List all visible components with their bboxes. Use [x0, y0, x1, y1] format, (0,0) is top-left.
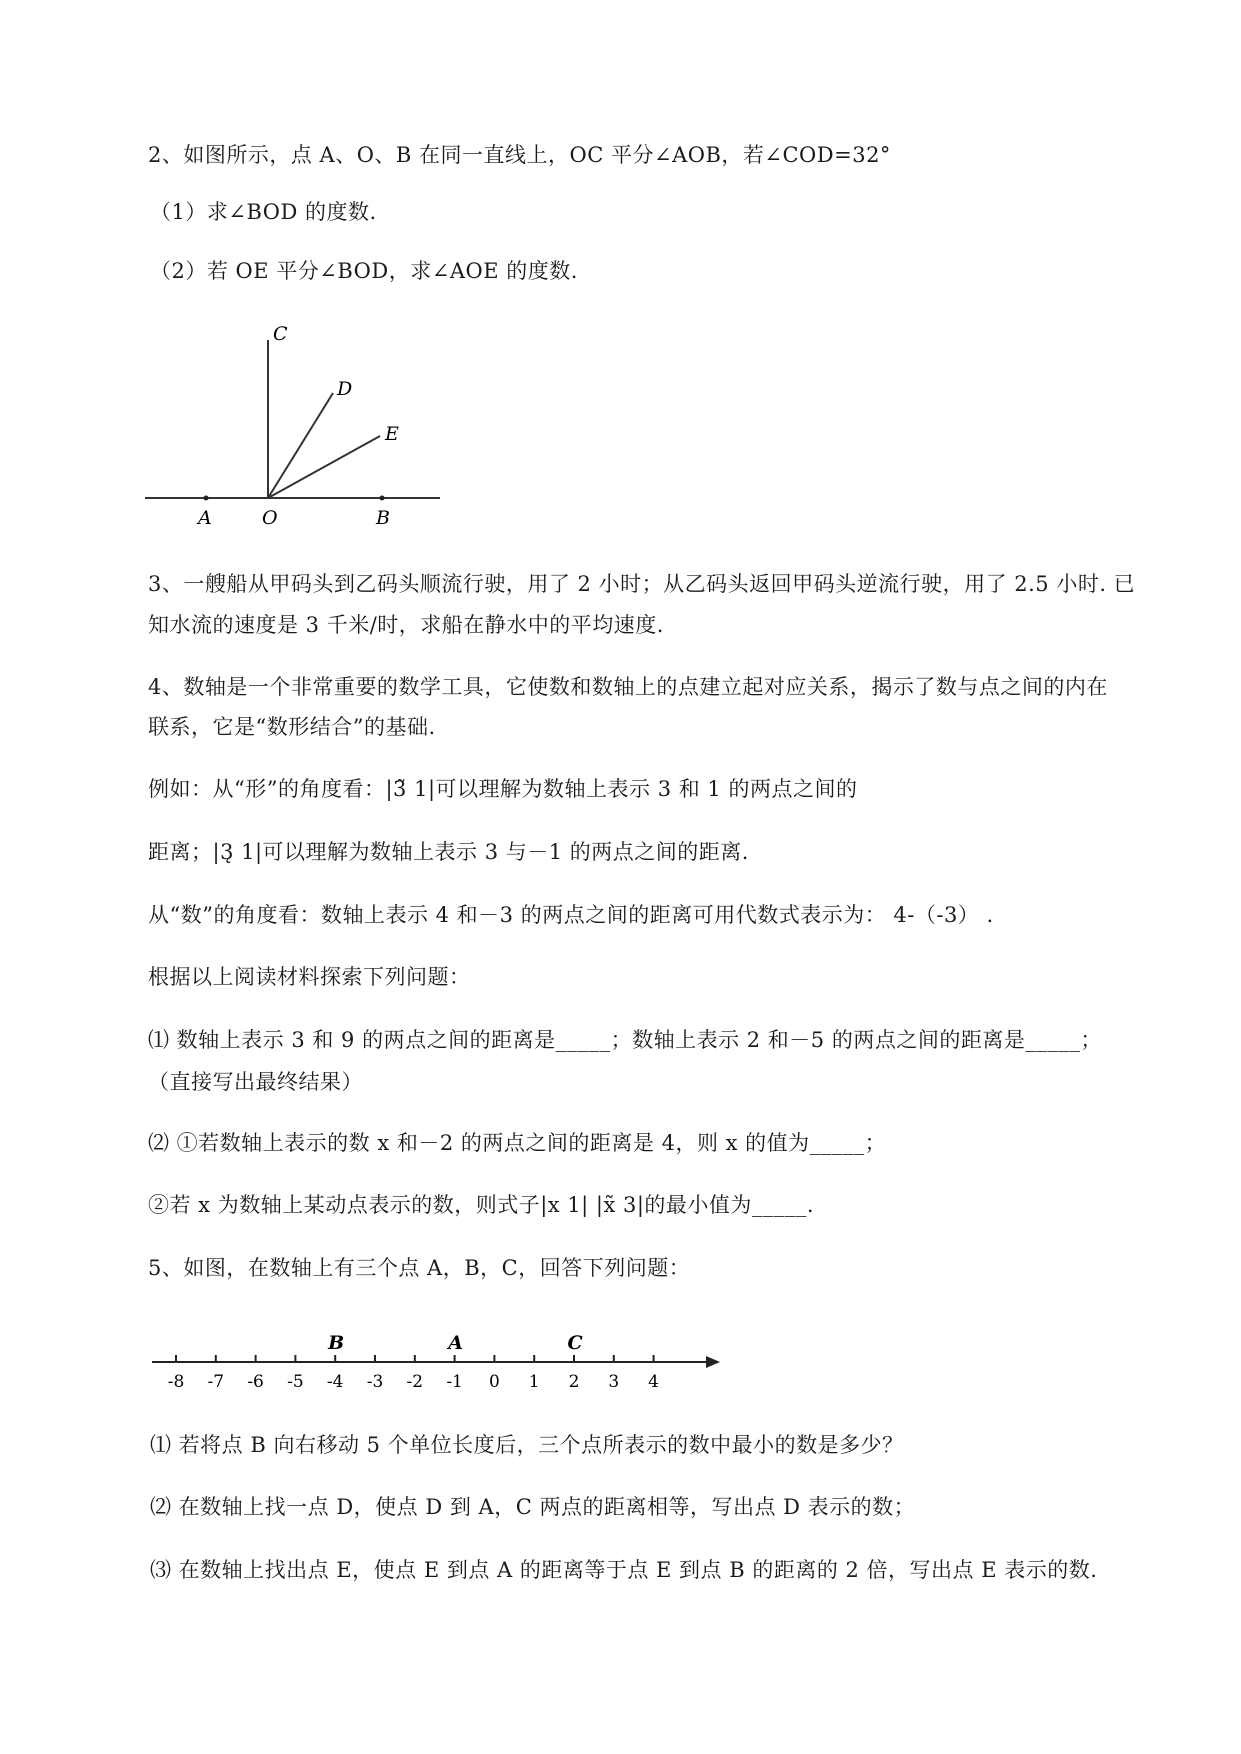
number-line-figure	[140, 1320, 740, 1400]
tick-label: -3	[366, 1372, 384, 1392]
q2-part1: （1）求∠BOD 的度数.	[150, 200, 377, 224]
label-O: O	[262, 507, 278, 529]
q4-line6: 根据以上阅读材料探索下列问题：	[148, 965, 471, 989]
tick-label: -4	[326, 1372, 344, 1392]
q4-line4: 距离；|3̨ 1|可以理解为数轴上表示 3 与－1 的两点之间的距离.	[148, 840, 749, 864]
q4-line3: 例如：从“形”的角度看：|3̃ 1|可以理解为数轴上表示 3 和 1 的两点之间的	[148, 777, 858, 801]
tick-label: 1	[528, 1372, 540, 1392]
tick-label: 0	[488, 1372, 500, 1392]
ray-OE	[268, 436, 380, 498]
q4-line9: ⑵ ①若数轴上表示的数 x 和－2 的两点之间的距离是 4，则 x 的值为_____；	[148, 1131, 887, 1155]
q2-stem: 2、如图所示，点 A、O、B 在同一直线上，OC 平分∠AOB，若∠COD=32°	[148, 143, 891, 167]
q4-line8: （直接写出最终结果）	[148, 1070, 363, 1094]
tick-label: -6	[247, 1372, 264, 1392]
angle-figure	[140, 318, 450, 538]
point-label-C: C	[567, 1332, 583, 1354]
point-A-dot	[204, 496, 209, 501]
tick-label: 3	[608, 1372, 620, 1392]
label-B: B	[376, 507, 390, 529]
q5-stem: 5、如图，在数轴上有三个点 A，B，C，回答下列问题：	[148, 1256, 691, 1280]
label-E: E	[385, 423, 399, 445]
point-B-dot	[380, 496, 385, 501]
q4-line5: 从“数”的角度看：数轴上表示 4 和－3 的两点之间的距离可用代数式表示为： 4-（-3） .	[148, 903, 994, 927]
ray-OD	[268, 393, 333, 498]
number-line-arrow	[706, 1356, 720, 1368]
tick-label: -7	[207, 1372, 225, 1392]
q5-part3: ⑶ 在数轴上找出点 E，使点 E 到点 A 的距离等于点 E 到点 B 的距离的 2 倍，写出点 E 表示的数.	[150, 1558, 1098, 1582]
tick-label: 4	[648, 1372, 660, 1392]
tick-label: -1	[446, 1372, 463, 1392]
tick-label: -8	[167, 1372, 185, 1392]
q3-line1: 3、一艘船从甲码头到乙码头顺流行驶，用了 2 小时；从乙码头返回甲码头逆流行驶，用了 2.5 小时. 已	[148, 572, 1136, 596]
q5-part2: ⑵ 在数轴上找一点 D，使点 D 到 A，C 两点的距离相等，写出点 D 表示的数；	[150, 1495, 916, 1519]
tick-label: 2	[568, 1372, 580, 1392]
label-A: A	[198, 507, 212, 529]
point-label-A: A	[448, 1332, 463, 1354]
q4-line1: 4、数轴是一个非常重要的数学工具，它使数和数轴上的点建立起对应关系，揭示了数与点之间的内在	[148, 675, 1108, 699]
q4-line2: 联系，它是“数形结合”的基础.	[148, 715, 436, 739]
q2-part2: （2）若 OE 平分∠BOD，求∠AOE 的度数.	[150, 259, 578, 283]
point-label-B: B	[328, 1332, 345, 1354]
label-D: D	[337, 378, 353, 400]
q4-line7: ⑴ 数轴上表示 3 和 9 的两点之间的距离是_____；数轴上表示 2 和－5 的两点之间的距离是_____；	[148, 1028, 1102, 1052]
label-C: C	[273, 323, 288, 345]
q3-line2: 知水流的速度是 3 千米/时，求船在静水中的平均速度.	[148, 613, 664, 637]
q5-part1: ⑴ 若将点 B 向右移动 5 个单位长度后，三个点所表示的数中最小的数是多少？	[150, 1433, 904, 1457]
q4-line10: ②若 x 为数轴上某动点表示的数，则式子|x 1| |x̃ 3|的最小值为_____.	[148, 1193, 815, 1217]
tick-label: -2	[406, 1372, 424, 1392]
tick-label: -5	[287, 1372, 304, 1392]
